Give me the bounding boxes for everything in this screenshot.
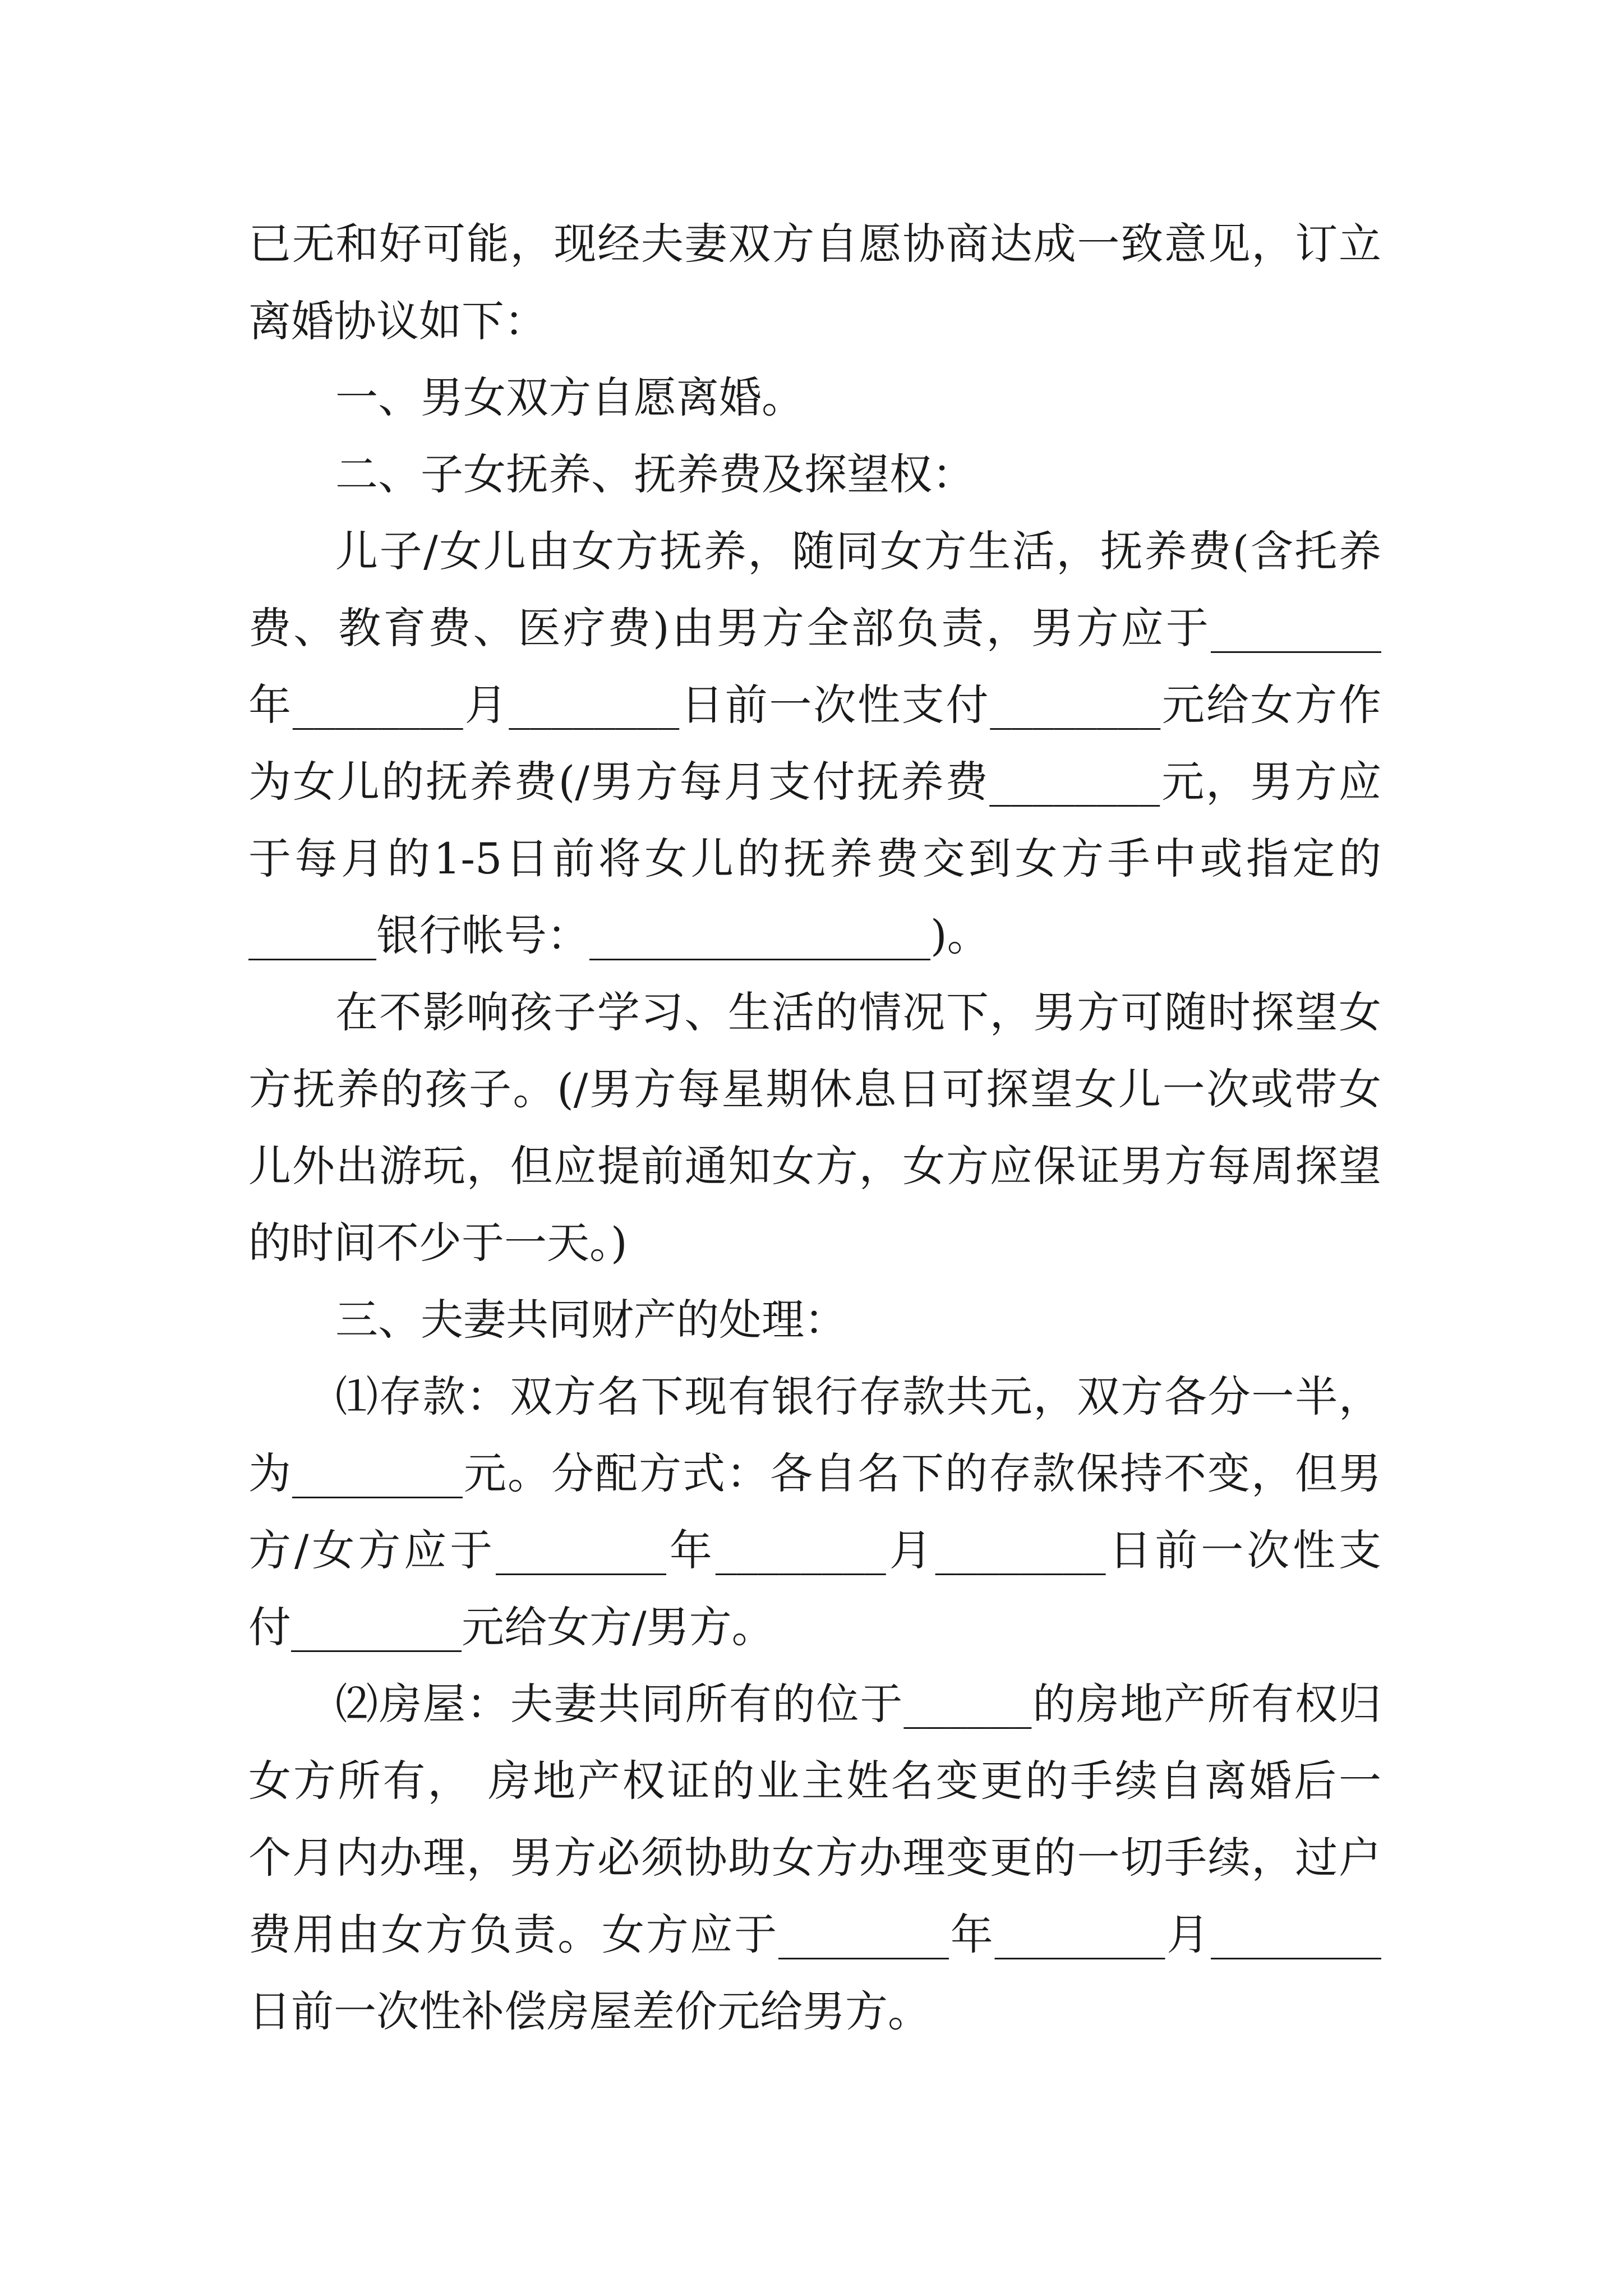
text-line: 一、男女双方自愿离婚。 [335,372,804,422]
text-line: 于每月的1-5日前将女儿的抚养费交到女方手中或指定的 [248,834,1381,884]
text-line: 方/女方应于________年________月________日前一次性支 [248,1525,1381,1575]
text-line: 三、夫妻共同财产的处理： [335,1295,847,1345]
text-line: 二、子女抚养、抚养费及探望权： [335,449,975,499]
text-line: 为女儿的抚养费(/男方每月支付抚养费________元，男方应 [248,757,1381,807]
text-line: 已无和好可能，现经夫妻双方自愿协商达成一致意见，订立 [248,219,1381,269]
text-line: 在不影响孩子学习、生活的情况下，男方可随时探望女 [335,987,1381,1037]
text-line: 为________元。分配方式：各自名下的存款保持不变，但男 [248,1448,1381,1498]
text-line: 女方所有， 房地产权证的业主姓名变更的手续自离婚后一 [248,1756,1381,1806]
text-line: 日前一次性补偿房屋差价元给男方。 [248,1986,930,2036]
text-line: 方抚养的孩子。(/男方每星期休息日可探望女儿一次或带女 [248,1064,1381,1114]
text-line: ⑵房屋：夫妻共同所有的位于______的房地产所有权归 [335,1679,1381,1729]
text-line: 儿外出游玩，但应提前通知女方，女方应保证男方每周探望 [248,1141,1381,1191]
text-line: ⑴存款：双方名下现有银行存款共元，双方各分一半， [335,1372,1381,1421]
text-line: 离婚协议如下： [248,296,547,346]
text-line: 儿子/女儿由女方抚养，随同女方生活，抚养费(含托养 [335,526,1381,576]
text-line: 付________元给女方/男方。 [248,1602,774,1652]
text-line: 费、教育费、医疗费)由男方全部负责，男方应于________ [248,603,1381,653]
text-line: ______银行帐号：________________)。 [248,910,990,960]
text-line: 的时间不少于一天。) [248,1218,628,1268]
text-line: 个月内办理，男方必须协助女方办理变更的一切手续，过户 [248,1833,1381,1883]
text-line: 费用由女方负责。女方应于________年________月________ [248,1910,1381,1959]
text-line: 年________月________日前一次性支付________元给女方作 [248,680,1381,730]
